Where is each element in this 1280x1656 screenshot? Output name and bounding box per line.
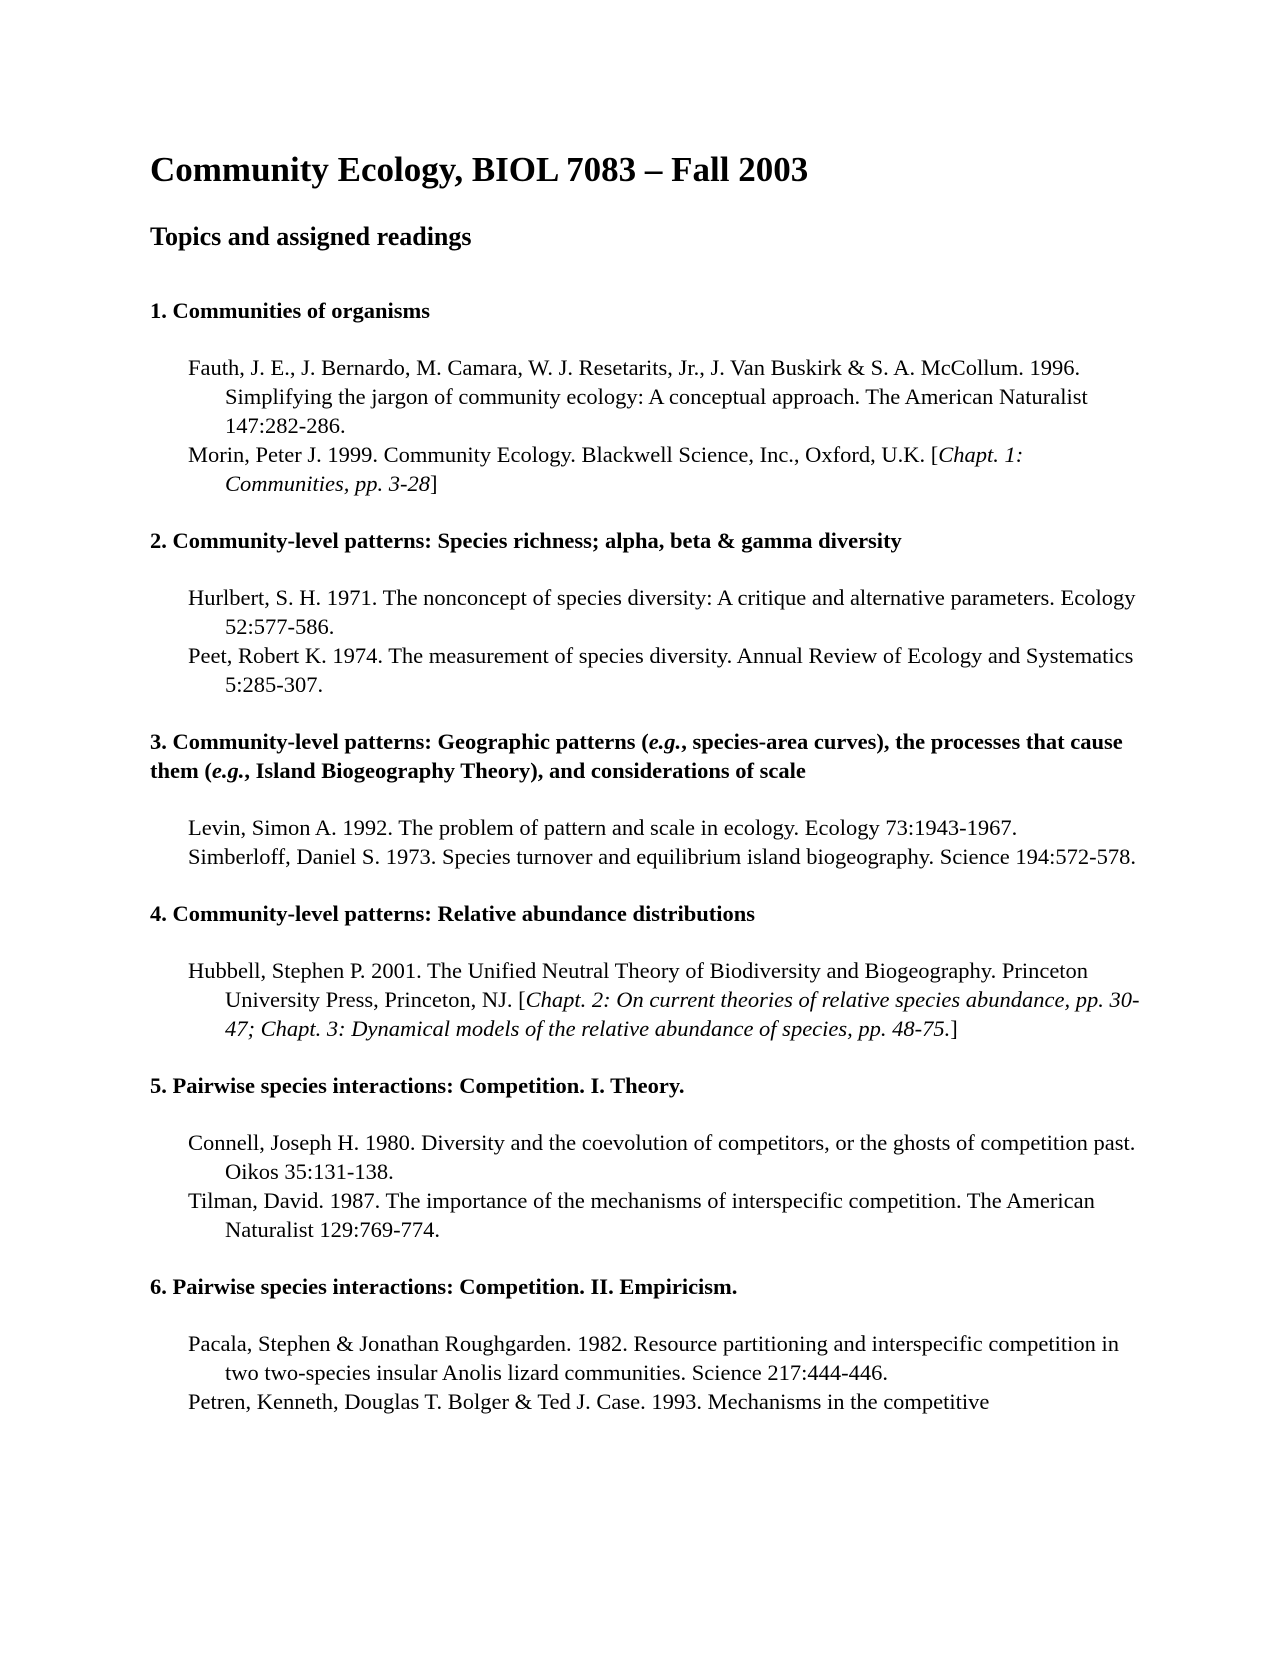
reading-entry (188, 353, 1140, 440)
reading-entry (188, 641, 1140, 699)
topic-4 (150, 899, 1140, 1043)
heading-part: 3. Community-level patterns: Geographic patterns ( (150, 729, 649, 754)
reading-text: Peet, Robert K. 1974. The measurement of species diversity. Annual Review of Ecology and Systematics 5:285-307. (188, 643, 1134, 697)
reading-text-end: ] (430, 471, 438, 496)
reading-chapter: Chapt. 2: On current theories of relative species abundance, pp. 30-47; Chapt. 3: Dynamical models of the relative abundance of species, pp. 48-75. (225, 987, 1140, 1041)
reading-text: Simberloff, Daniel S. 1973. Species turnover and equilibrium island biogeography. Science 194:572-578. (188, 844, 1136, 869)
reading-list (150, 813, 1140, 871)
heading-part: , species-area curves), the processes that cause them ( (150, 729, 1123, 783)
reading-chapter: Chapt. 1: Communities, pp. 3-28 (225, 442, 1024, 496)
reading-text: Pacala, Stephen & Jonathan Roughgarden. 1982. Resource partitioning and interspecific competition in two two-species insular Anolis lizard communities. Science 217:444-446. (188, 1331, 1120, 1385)
topic-5 (150, 1071, 1140, 1244)
reading-list (150, 1329, 1140, 1416)
reading-text: Tilman, David. 1987. The importance of the mechanisms of interspecific competition. The American Naturalist 129:769-774. (188, 1188, 1095, 1242)
topic-heading: 6. Pairwise species interactions: Competition. II. Empiricism. (150, 1274, 738, 1299)
document-title: Community Ecology, BIOL 7083 – Fall 2003 (150, 150, 809, 189)
topic-1 (150, 296, 1140, 498)
reading-entry (188, 1186, 1140, 1244)
reading-text-end: ] (950, 1016, 958, 1041)
reading-entry (188, 956, 1140, 1043)
topic-6 (150, 1272, 1140, 1416)
topic-heading: 4. Community-level patterns: Relative abundance distributions (150, 901, 756, 926)
reading-entry (188, 1128, 1140, 1186)
heading-part-italic: e.g. (648, 729, 682, 754)
reading-text: Connell, Joseph H. 1980. Diversity and the coevolution of competitors, or the ghosts of competition past. Oikos 35:131-138. (188, 1130, 1136, 1184)
reading-list (150, 583, 1140, 699)
reading-text: Fauth, J. E., J. Bernardo, M. Camara, W. J. Resetarits, Jr., J. Van Buskirk & S. A. McCollum. 1996. Simplifying the jargon of community ecology: A conceptual approach. The American Naturalist 147:282-286. (188, 355, 1088, 438)
reading-text: Hubbell, Stephen P. 2001. The Unified Neutral Theory of Biodiversity and Biogeography. Princeton University Press, Princeton, NJ. [ (188, 958, 1089, 1012)
reading-text: Morin, Peter J. 1999. Community Ecology. Blackwell Science, Inc., Oxford, U.K. [ (188, 442, 939, 467)
reading-list (150, 353, 1140, 498)
reading-entry (188, 813, 1140, 842)
topic-heading: 2. Community-level patterns: Species richness; alpha, beta & gamma diversity (150, 528, 902, 553)
topic-2 (150, 526, 1140, 699)
topic-heading: 5. Pairwise species interactions: Competition. I. Theory. (150, 1073, 685, 1098)
reading-list (150, 956, 1140, 1043)
topic-heading (150, 727, 1140, 785)
reading-text: Petren, Kenneth, Douglas T. Bolger & Ted J. Case. 1993. Mechanisms in the competitive (188, 1389, 990, 1414)
reading-entry (188, 1387, 1140, 1416)
heading-part-italic: e.g. (211, 758, 245, 783)
reading-entry (188, 440, 1140, 498)
document-subtitle: Topics and assigned readings (150, 222, 472, 251)
reading-text: Hurlbert, S. H. 1971. The nonconcept of species diversity: A critique and alternative parameters. Ecology 52:577-586. (188, 585, 1136, 639)
reading-list (150, 1128, 1140, 1244)
reading-text: Levin, Simon A. 1992. The problem of pattern and scale in ecology. Ecology 73:1943-1967. (188, 815, 1018, 840)
reading-entry (188, 842, 1140, 871)
topic-heading: 1. Communities of organisms (150, 298, 430, 323)
document-page (150, 150, 1140, 1416)
heading-part: , Island Biogeography Theory), and considerations of scale (244, 758, 806, 783)
reading-entry (188, 583, 1140, 641)
reading-entry (188, 1329, 1140, 1387)
topic-3 (150, 727, 1140, 871)
